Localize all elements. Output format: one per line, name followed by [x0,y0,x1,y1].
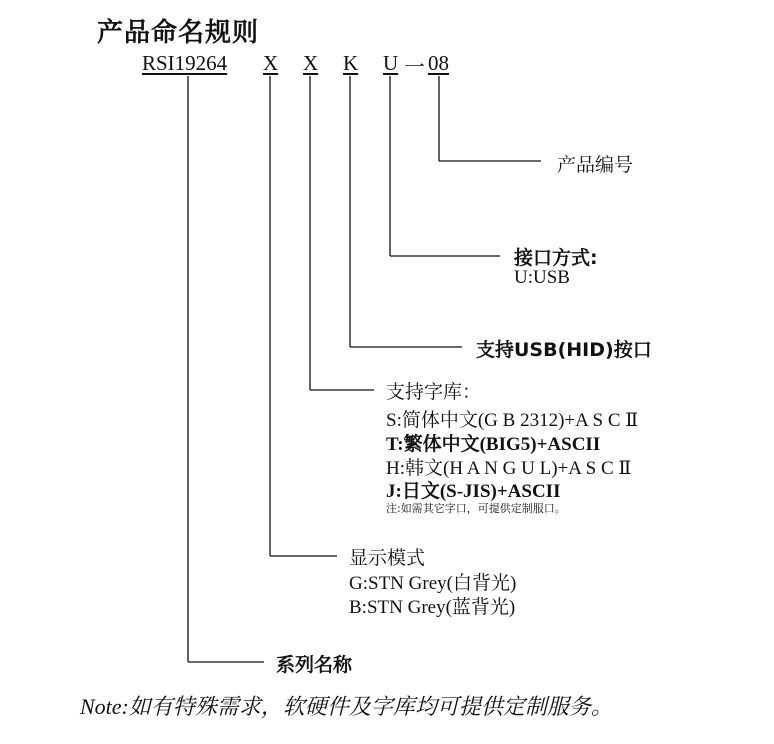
display-option-g: G:STN Grey(白背光) [349,573,517,594]
font-option-s: S:简体中文(G B 2312)+A S C Ⅱ [386,410,639,431]
interface-heading: 接口方式: [514,247,598,269]
code-product-number: 08 [428,51,449,75]
footer-note: Note:如有特殊需求，软硬件及字库均可提供定制服务。 [80,694,613,719]
code-series: RSI19264 [142,51,228,75]
font-library-note: 注:如需其它字口，可提供定制服口。 [386,502,566,515]
code-display-mode: X [263,51,279,75]
display-option-b: B:STN Grey(蓝背光) [349,597,516,618]
font-option-j: J:日文(S-JIS)+ASCII [386,481,561,502]
code-interface: U [383,51,399,75]
font-library-heading: 支持字库： [386,381,482,403]
code-usb-hid: K [343,51,359,75]
series-name-label: 系列名称 [276,654,353,676]
code-dash: 一 [404,55,425,79]
product-number-label: 产品编号 [557,154,634,176]
font-option-h: H:韩文(H A N G U L)+A S C Ⅱ [386,458,632,479]
font-option-t: T:繁体中文(BIG5)+ASCII [386,434,601,455]
interface-usb: U:USB [514,267,570,288]
display-mode-heading: 显示模式 [349,547,426,569]
usb-hid-label: 支持USB(HID)按口 [476,339,652,361]
code-font-library: X [303,51,319,75]
page-title: 产品命名规则 [97,18,260,48]
